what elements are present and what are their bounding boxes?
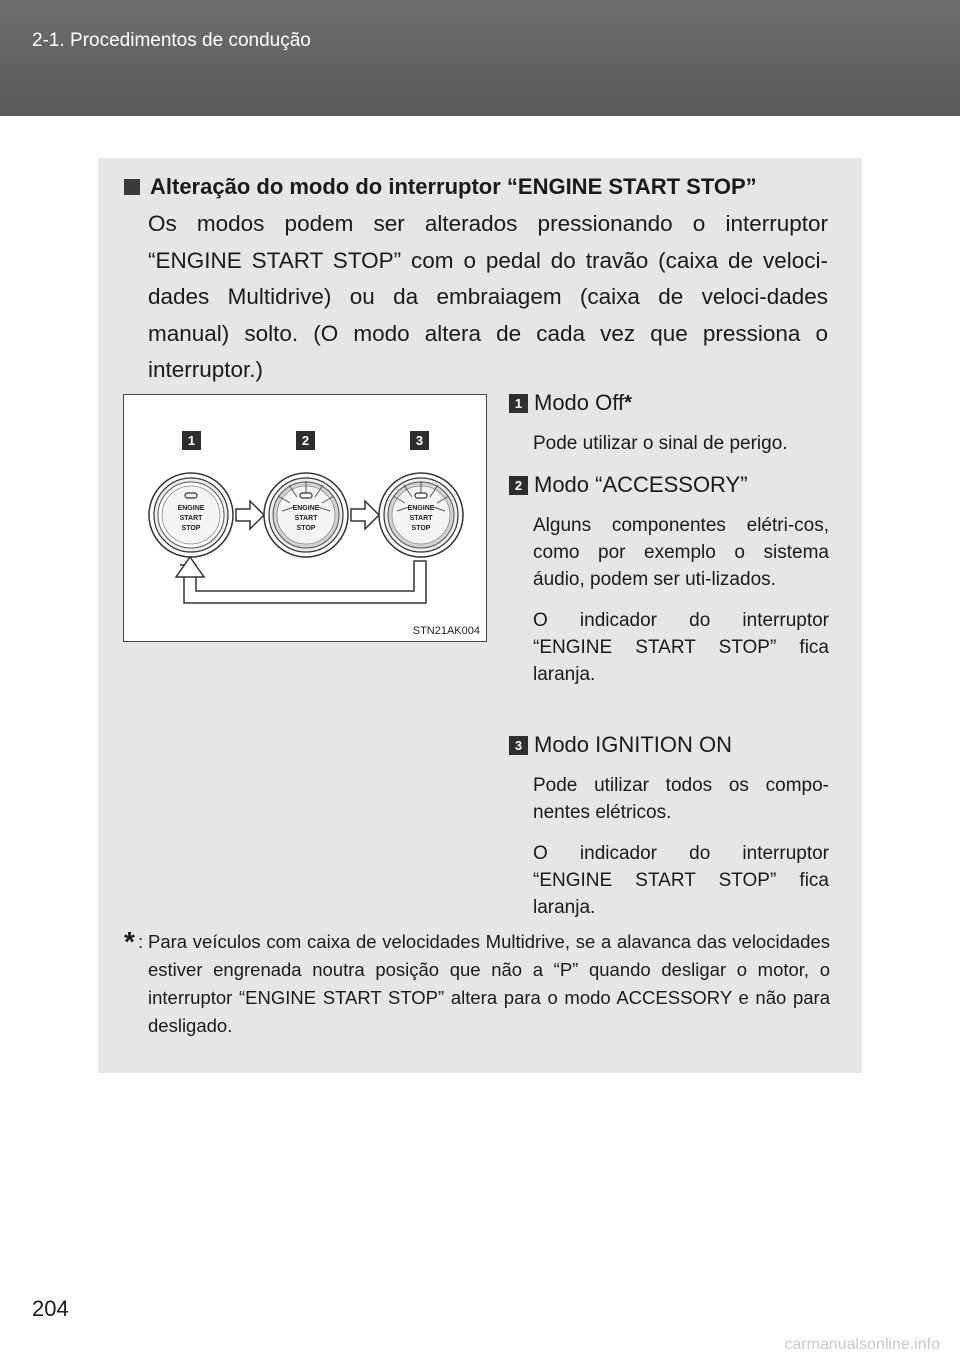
switch-illustration <box>123 394 487 642</box>
number-badge: 1 <box>509 394 528 413</box>
svg-text:3: 3 <box>415 433 424 448</box>
footnote-text: Para veículos com caixa de velocidades Multidrive, se a alavanca das velocidades estiver engrenada noutra posição que não a “P” quando desligar o motor, o interruptor “ENGINE START STOP” altera para o modo ACCESSORY e não para desligado. <box>148 931 830 1036</box>
svg-text:ENGINE: ENGINE <box>407 505 435 512</box>
square-bullet-icon <box>124 179 140 195</box>
svg-text:START: START <box>179 515 203 522</box>
footnote <box>124 928 830 1040</box>
mode-item-accessory <box>509 470 829 688</box>
arrow-right-icon <box>236 501 264 529</box>
badge-3 <box>410 431 429 450</box>
svg-text:STOP: STOP <box>181 525 201 532</box>
number-badge: 2 <box>509 476 528 495</box>
section-title-text: Alteração do modo do interruptor “ENGINE START STOP” <box>150 174 757 199</box>
mode-title: Modo IGNITION ON <box>534 732 733 757</box>
mode-title: Modo “ACCESSORY” <box>534 472 748 497</box>
figure-code: STN21AK004 <box>412 625 480 637</box>
return-arrow-path <box>180 561 426 603</box>
section-heading <box>124 174 757 200</box>
badge-1 <box>182 431 201 450</box>
mode-description: Alguns componentes elétri-cos, como por exemplo o sistema áudio, podem ser uti-lizados. <box>533 515 829 590</box>
mode-title: Modo Off <box>534 390 625 415</box>
engine-switch-diagram <box>124 395 486 641</box>
svg-text:STOP: STOP <box>411 525 431 532</box>
page-number: 204 <box>32 1296 69 1321</box>
arrow-up-icon <box>176 557 204 577</box>
svg-text:ENGINE: ENGINE <box>292 505 320 512</box>
footnote-colon: : <box>138 931 144 952</box>
watermark: carmanualsonline.info <box>784 1336 940 1353</box>
footnote-asterisk: * <box>124 926 135 957</box>
asterisk-marker: * <box>624 391 632 414</box>
svg-text:1: 1 <box>187 433 196 448</box>
svg-text:START: START <box>294 515 318 522</box>
mode-description: Pode utilizar todos os compo-nentes elétricos. <box>533 775 829 823</box>
mode-heading <box>509 388 829 418</box>
chapter-title: 2-1. Procedimentos de condução <box>32 30 311 51</box>
mode-description: O indicador do interruptor “ENGINE START STOP” fica laranja. <box>533 610 829 685</box>
svg-text:STOP: STOP <box>296 525 316 532</box>
svg-text:START: START <box>409 515 433 522</box>
mode-item-off <box>509 388 829 457</box>
svg-text:2: 2 <box>301 433 310 448</box>
arrow-right-icon <box>351 501 379 529</box>
mode-description: Pode utilizar o sinal de perigo. <box>533 433 788 454</box>
mode-heading <box>509 730 829 760</box>
number-badge: 3 <box>509 736 528 755</box>
switch-button-off <box>149 473 233 557</box>
mode-heading <box>509 470 829 500</box>
mode-description: O indicador do interruptor “ENGINE START STOP” fica laranja. <box>533 843 829 918</box>
svg-text:ENGINE: ENGINE <box>177 505 205 512</box>
intro-paragraph: Os modos podem ser alterados pressionando o interruptor “ENGINE START STOP” com o pedal do travão (caixa de veloci-dades Multidrive) ou da embraiagem (caixa de veloci-dades manual) solto. (O modo altera de cada vez que pressiona o interruptor.) <box>148 211 828 382</box>
switch-button-ignition <box>379 473 463 557</box>
switch-button-accessory <box>264 473 348 557</box>
mode-item-ignition <box>509 730 829 921</box>
page-header <box>0 0 960 116</box>
badge-2 <box>296 431 315 450</box>
